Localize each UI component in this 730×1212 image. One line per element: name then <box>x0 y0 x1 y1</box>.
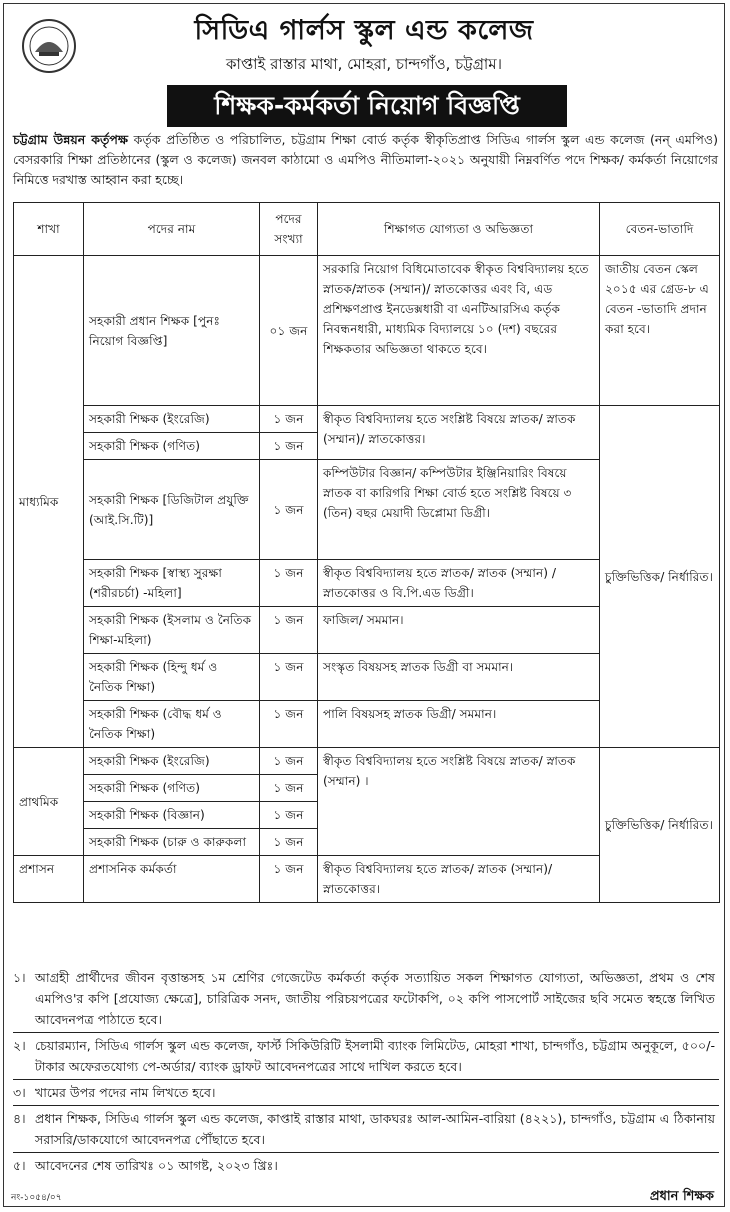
post-name: সহকারী শিক্ষক (হিন্দু ধর্ম ও নৈতিক শিক্ষা) <box>84 654 260 701</box>
list-item <box>13 1033 719 1080</box>
post-name: সহকারী শিক্ষক [স্বাস্থ্য সুরক্ষা (শরীরচর্চা) -মহিলা] <box>84 560 260 607</box>
signature: প্রধান শিক্ষক <box>649 1189 714 1204</box>
table-header-row <box>14 203 720 256</box>
post-name: সহকারী শিক্ষক [ডিজিটাল প্রযুক্তি (আই.সি.টি)] <box>84 460 260 560</box>
branch-secondary: মাধ্যমিক <box>14 256 84 748</box>
post-count: ১ জন <box>260 607 318 654</box>
note-number: ৫। <box>13 1158 26 1173</box>
note-text: চেয়ারম্যান, সিডিএ গার্লস স্কুল এন্ড কলেজ, ফার্স্ট সিকিউরিটি ইসলামী ব্যাংক লিমিটেড, মোহরা শাখা, চান্দগাঁও, চট্টগ্রাম অনুকূলে, ৫০০/- টাকার অফেরতযোগ্য পে-অর্ডার/ ব্যাংক ড্রাফট আবেদনপত্রের সাথে দাখিল করতে হবে। <box>35 1038 715 1074</box>
header-post: পদের নাম <box>84 203 260 256</box>
list-item <box>13 1080 719 1106</box>
salary: চুক্তিভিত্তিক/ নির্ধারিত। <box>600 406 720 748</box>
header-count: পদের সংখ্যা <box>260 203 318 256</box>
vacancy-table <box>13 202 720 903</box>
note-number: ৪। <box>13 1111 26 1126</box>
header-branch: শাখা <box>14 203 84 256</box>
qualification: সংস্কৃত বিষয়সহ স্নাতক ডিগ্রী বা সমমান। <box>318 654 600 701</box>
table-row <box>14 256 720 406</box>
reference-number: নং-১০৫৪/০৭ <box>11 1193 62 1203</box>
post-count: ১ জন <box>260 460 318 560</box>
intro-text: কর্তৃক প্রতিষ্ঠিত ও পরিচালিত, চট্টগ্রাম শিক্ষা বোর্ড কর্তৃক স্বীকৃতিপ্রাপ্ত সিডিএ গার্লস স্কুল এন্ড কলেজ (নন্ এমপিও) বেসরকারি শিক্ষা প্রতিষ্ঠানের (স্কুল ও কলেজ) জনবল কাঠামো ও এমপিও নীতিমালা-২০২১ অনুযায়ী নিম্নবর্ণিত পদে শিক্ষক/ কর্মকর্তা নিয়োগের নিমিত্তে দরখাস্ত আহ্বান করা হচ্ছে। <box>13 132 718 187</box>
post-name: সহকারী শিক্ষক (গণিত) <box>84 433 260 460</box>
note-text: খামের উপর পদের নাম লিখতে হবে। <box>35 1085 216 1100</box>
intro-paragraph <box>13 130 718 190</box>
qualification: স্বীকৃত বিশ্ববিদ্যালয় হতে সংশ্লিষ্ট বিষয়ে স্নাতক/ স্নাতক (সম্মান) । <box>318 748 600 856</box>
qualification: স্বীকৃত বিশ্ববিদ্যালয় হতে স্নাতক/ স্নাতক (সম্মান) / স্নাতকোত্তর ও বি.পি.এড ডিগ্রী। <box>318 560 600 607</box>
post-name: প্রশাসনিক কর্মকর্তা <box>84 856 260 903</box>
list-item <box>13 965 719 1033</box>
post-name: সহকারী শিক্ষক (বিজ্ঞান) <box>84 802 260 829</box>
branch-admin: প্রশাসন <box>14 856 84 903</box>
post-name: সহকারী শিক্ষক (চারু ও কারুকলা <box>84 829 260 856</box>
qualification: স্বীকৃত বিশ্ববিদ্যালয় হতে সংশ্লিষ্ট বিষয়ে স্নাতক/ স্নাতক (সম্মান)/ স্নাতকোত্তর। <box>318 406 600 460</box>
table-row <box>14 406 720 433</box>
post-count: ১ জন <box>260 775 318 802</box>
salary: জাতীয় বেতন স্কেল ২০১৫ এর গ্রেড-৮ এ বেতন -ভাতাদি প্রদান করা হবে। <box>600 256 720 406</box>
note-number: ১। <box>13 970 26 985</box>
post-name: সহকারী শিক্ষক (ইসলাম ও নৈতিক শিক্ষা-মহিলা) <box>84 607 260 654</box>
note-text: আগ্রহী প্রার্থীদের জীবন বৃত্তান্তসহ ১ম শ্রেণির গেজেটেড কর্মকর্তা কর্তৃক সত্যায়িত সকল শিক্ষাগত যোগ্যতা, অভিজ্ঞতা, প্রথম ও শেষ এমপিও'র কপি [প্রযোজ্য ক্ষেত্রে], চারিত্রিক সনদ, জাতীয় পরিচয়পত্রের ফটোকপি, ০২ কপি পাসপোর্ট সাইজের ছবি সমেত স্বহস্তে লিখিত আবেদনপত্র পাঠাতে হবে। <box>35 970 715 1027</box>
post-name: সহকারী শিক্ষক (বৌদ্ধ ধর্ম ও নৈতিক শিক্ষা) <box>84 701 260 748</box>
post-count: ১ জন <box>260 654 318 701</box>
note-number: ৩। <box>13 1085 26 1100</box>
post-count: ১ জন <box>260 560 318 607</box>
qualification: সরকারি নিয়োগ বিধিমোতাবেক স্বীকৃত বিশ্ববিদ্যালয় হতে স্নাতক/স্নাতক (সম্মান)/ স্নাতকোত্তর এবং বি, এড প্রশিক্ষণপ্রাপ্ত ইনডেক্সধারী বা এনটিআরসিএ কর্তৃক নিবন্ধনধারী, মাধ্যমিক বিদ্যালয়ে ১০ (দশ) বছরের শিক্ষকতার অভিজ্ঞতা থাকতে হবে। <box>318 256 600 406</box>
qualification: ফাজিল/ সমমান। <box>318 607 600 654</box>
notice-page <box>3 3 725 1207</box>
institution-name: সিডিএ গার্লস স্কুল এন্ড কলেজ <box>194 15 534 46</box>
header-qualification: শিক্ষাগত যোগ্যতা ও অভিজ্ঞতা <box>318 203 600 256</box>
note-number: ২। <box>13 1038 26 1053</box>
header-salary: বেতন-ভাতাদি <box>600 203 720 256</box>
post-count: ১ জন <box>260 406 318 433</box>
post-name: সহকারী প্রধান শিক্ষক [পুনঃ নিয়োগ বিজ্ঞপ্তি] <box>84 256 260 406</box>
intro-lead: চট্টগ্রাম উন্নয়ন কর্তৃপক্ষ <box>13 132 128 147</box>
list-item <box>13 1153 719 1178</box>
list-item <box>13 1106 719 1153</box>
branch-primary: প্রাথমিক <box>14 748 84 856</box>
institution-address: কাপ্তাই রাস্তার মাথা, মোহরা, চান্দগাঁও, চট্টগ্রাম। <box>226 55 502 73</box>
post-count: ১ জন <box>260 701 318 748</box>
note-text: আবেদনের শেষ তারিখঃ ০১ আগষ্ট, ২০২৩ খ্রিঃ। <box>35 1158 278 1173</box>
post-name: সহকারী শিক্ষক (ইংরেজি) <box>84 748 260 775</box>
salary: চুক্তিভিত্তিক/ নির্ধারিত। <box>600 748 720 903</box>
qualification: পালি বিষয়সহ স্নাতক ডিগ্রী/ সমমান। <box>318 701 600 748</box>
post-name: সহকারী শিক্ষক (গণিত) <box>84 775 260 802</box>
notice-title: শিক্ষক-কর্মকর্তা নিয়োগ বিজ্ঞপ্তি <box>167 85 567 127</box>
post-count: ০১ জন <box>260 256 318 406</box>
table-row <box>14 748 720 775</box>
qualification: স্বীকৃত বিশ্ববিদ্যালয় হতে স্নাতক/ স্নাতক (সম্মান)/ স্নাতকোত্তর। <box>318 856 600 903</box>
instruction-notes <box>13 965 719 1178</box>
post-count: ১ জন <box>260 856 318 903</box>
post-count: ১ জন <box>260 748 318 775</box>
post-count: ১ জন <box>260 433 318 460</box>
qualification: কম্পিউটার বিজ্ঞান/ কম্পিউটার ইঞ্জিনিয়ারিং বিষয়ে স্নাতক বা কারিগরি শিক্ষা বোর্ড হতে সংশ্লিষ্ট বিষয়ে ৩ (তিন) বছর মেয়াদী ডিপ্লোমা ডিগ্রী। <box>318 460 600 560</box>
post-count: ১ জন <box>260 829 318 856</box>
post-name: সহকারী শিক্ষক (ইংরেজি) <box>84 406 260 433</box>
post-count: ১ জন <box>260 802 318 829</box>
note-text: প্রধান শিক্ষক, সিডিএ গার্লস স্কুল এন্ড কলেজ, কাপ্তাই রাস্তার মাথা, ডাকঘরঃ আল-আমিন-বারিয়া (৪২২১), চান্দগাঁও, চট্টগ্রাম এ ঠিকানায় সরাসরি/ডাকযোগে আবেদনপত্র পৌঁছাতে হবে। <box>35 1111 715 1147</box>
